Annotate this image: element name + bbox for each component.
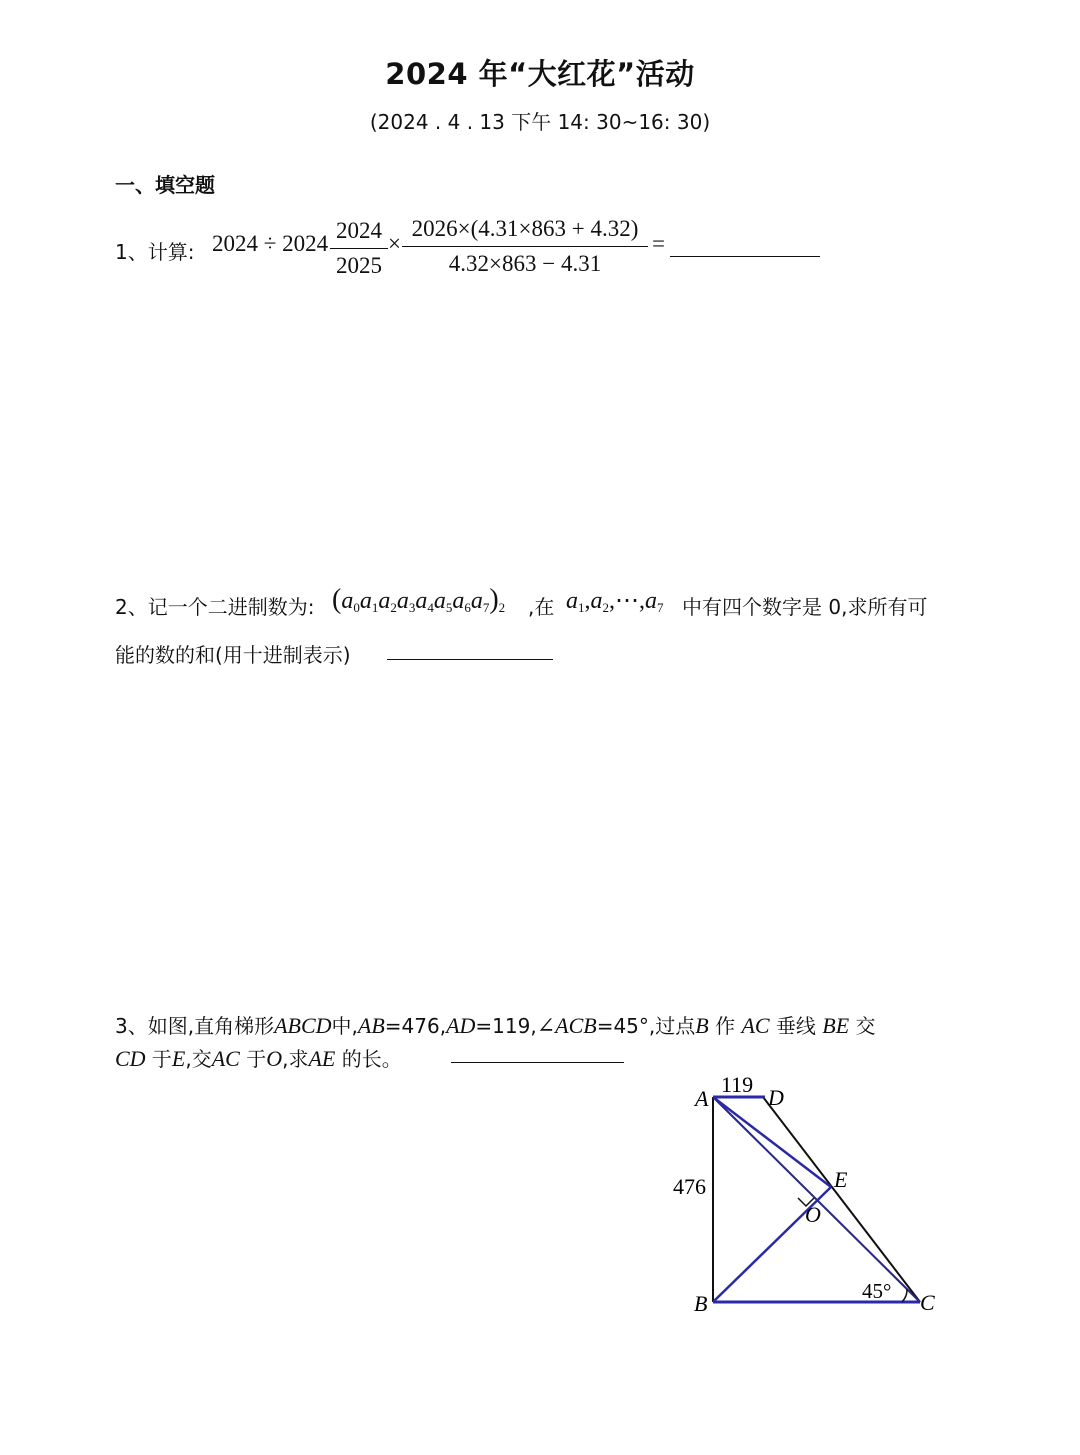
q3-cd: CD: [115, 1046, 146, 1071]
q1-frac1-numerator: 2024: [330, 216, 388, 249]
segment-ae-blue: [713, 1097, 831, 1187]
q2-binary-number: $(a_0a_1a_2a_3a_4a_5a_6a_7)_2$: [332, 584, 506, 615]
q1-frac2-denominator: 4.32×863 − 4.31: [448, 251, 602, 276]
q3-angle: ∠ACB: [536, 1013, 597, 1038]
label-e: E: [834, 1167, 848, 1192]
label-o: O: [805, 1202, 821, 1227]
q1-frac1-denominator: 2025: [336, 253, 382, 278]
label-angle-c: 45°: [862, 1279, 892, 1303]
q1-times: ×: [388, 231, 401, 256]
q3-abcd: ABCD: [274, 1013, 332, 1038]
q1-label: 1、计算:: [115, 240, 195, 264]
q1-equals: =: [652, 231, 665, 256]
label-d: D: [768, 1085, 784, 1110]
section-heading: 一、填空题: [115, 173, 215, 197]
q3-text: 交: [855, 1014, 876, 1038]
q3-e: E: [171, 1046, 186, 1071]
q3-ac: AC: [741, 1013, 770, 1038]
q3-text: 垂线: [775, 1014, 816, 1038]
label-length-ab: 476: [673, 1174, 706, 1199]
q2-after-number: ,在: [528, 595, 555, 619]
q3-o: O: [266, 1046, 283, 1071]
q3-text: ,交: [185, 1047, 212, 1071]
q1-whole: 2024 ÷ 2024: [212, 231, 329, 256]
q3-text: 于: [246, 1047, 267, 1071]
q3-text: ,求: [282, 1047, 309, 1071]
label-a: A: [695, 1086, 709, 1111]
label-c: C: [920, 1290, 935, 1315]
q2-line2: 能的数的和(用十进制表示): [115, 643, 351, 667]
q3-ad: AD: [446, 1013, 476, 1038]
q3-ab-value: =476,: [384, 1014, 447, 1038]
q3-text: 中,: [331, 1014, 358, 1038]
q3-angle-value: =45°,过点: [596, 1014, 696, 1038]
q3-text: 的长。: [341, 1047, 402, 1071]
q1-frac2-numerator: 2026×(4.31×863 + 4.32): [402, 214, 648, 247]
page-title: 2024 年“大红花”活动: [385, 57, 695, 91]
label-length-ad: 119: [721, 1072, 754, 1097]
q3-be: BE: [822, 1013, 850, 1038]
q3-text: 于: [151, 1047, 172, 1071]
q3-b: B: [695, 1013, 709, 1038]
exam-time: (2024 . 4 . 13 下午 14: 30~16: 30): [369, 110, 711, 134]
q3-ac: AC: [211, 1046, 240, 1071]
q2-mid-text: 中有四个数字是 0,求所有可: [682, 595, 928, 619]
q3-text: 3、如图,直角梯形: [115, 1014, 275, 1038]
label-b: B: [694, 1291, 708, 1316]
segment-dc: [763, 1097, 920, 1302]
q3-ad-value: =119,: [475, 1014, 537, 1038]
q3-text: 作: [715, 1014, 736, 1038]
q2-sequence: $a_1,a_2,\cdots,a_7$: [566, 588, 664, 615]
q2-label: 2、记一个二进制数为:: [115, 595, 315, 619]
q3-ab: AB: [357, 1013, 385, 1038]
angle-arc-c: [902, 1289, 907, 1302]
q3-ae: AE: [308, 1046, 336, 1071]
